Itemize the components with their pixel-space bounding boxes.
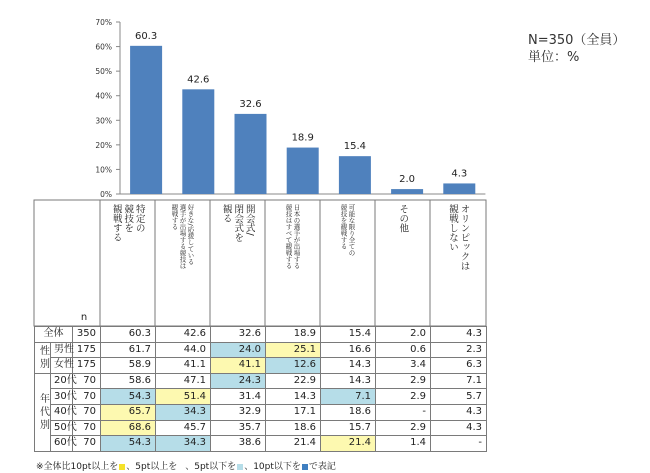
bar: [339, 156, 371, 194]
legend-note: [36, 459, 336, 472]
table-row: [35, 358, 487, 374]
group-label: 性別: [35, 342, 51, 373]
y-tick-label: 20%: [95, 140, 112, 150]
value-cell: 22.9: [266, 373, 321, 389]
data-label: 18.9: [291, 132, 314, 144]
row-label: 60代: [51, 436, 73, 452]
table-row: [35, 436, 487, 452]
value-cell: 4.3: [431, 404, 487, 420]
value-cell: 16.6: [321, 342, 376, 358]
value-cell: 14.3: [321, 373, 376, 389]
bar: [182, 89, 214, 194]
value-cell: -: [376, 404, 431, 420]
value-cell: 3.4: [376, 358, 431, 374]
value-cell: 12.6: [266, 358, 321, 374]
value-cell: -: [431, 436, 487, 452]
value-cell: 24.0: [211, 342, 266, 358]
bar: [443, 183, 475, 194]
table-row: [35, 327, 487, 343]
note-prefix: ※全体比10pt以上を: [36, 462, 119, 472]
data-label: 4.3: [451, 168, 468, 180]
y-tick-label: 10%: [95, 165, 112, 175]
white-square-icon: [178, 464, 184, 470]
value-cell: 5.7: [431, 389, 487, 405]
category-label: 好きな/応援している: [186, 204, 195, 265]
value-cell: 2.9: [376, 389, 431, 405]
n-cell: 70: [73, 373, 101, 389]
note-c: 、10pt以下を: [244, 462, 301, 472]
category-label: 観戦する: [110, 204, 122, 242]
y-tick-label: 0%: [100, 190, 112, 199]
value-cell: 2.3: [431, 342, 487, 358]
value-cell: 65.7: [101, 404, 156, 420]
category-label: 開会式/: [243, 204, 255, 236]
value-cell: 2.9: [376, 420, 431, 436]
value-cell: 18.9: [266, 327, 321, 343]
table-header-frame: [34, 200, 486, 326]
bar: [130, 46, 162, 194]
value-cell: 31.4: [211, 389, 266, 405]
value-cell: 45.7: [156, 420, 211, 436]
category-label: その他: [397, 204, 409, 233]
value-cell: 47.1: [156, 373, 211, 389]
category-label: 競技はすべて観戦する: [284, 204, 293, 269]
value-cell: 18.6: [321, 404, 376, 420]
table-row: [35, 389, 487, 405]
row-label: 女性: [51, 358, 73, 374]
y-tick-label: 30%: [95, 116, 112, 126]
value-cell: 58.6: [101, 373, 156, 389]
y-tick-label: 60%: [95, 42, 112, 52]
value-cell: 17.1: [266, 404, 321, 420]
n-cell: 350: [73, 327, 101, 343]
table-row: [35, 342, 487, 358]
value-cell: 51.4: [156, 389, 211, 405]
value-cell: 2.0: [376, 327, 431, 343]
value-cell: 44.0: [156, 342, 211, 358]
value-cell: 14.3: [266, 389, 321, 405]
n-header: n: [80, 312, 88, 323]
table-row: [35, 404, 487, 420]
category-label: 特定の: [133, 204, 145, 233]
value-cell: 7.1: [431, 373, 487, 389]
unit-label: 単位：%: [528, 50, 580, 65]
value-cell: 2.9: [376, 373, 431, 389]
value-cell: 21.4: [321, 436, 376, 452]
category-label: 観る: [220, 204, 232, 223]
n-cell: 70: [73, 404, 101, 420]
value-cell: 54.3: [101, 436, 156, 452]
value-cell: 34.3: [156, 436, 211, 452]
value-cell: 4.3: [431, 420, 487, 436]
value-cell: 60.3: [101, 327, 156, 343]
category-label: 観戦しない: [447, 204, 458, 252]
value-cell: 15.7: [321, 420, 376, 436]
value-cell: 0.6: [376, 342, 431, 358]
category-label: 競技を観戦する: [339, 204, 348, 250]
row-label: 40代: [51, 404, 73, 420]
note-a: 、5pt以上を: [126, 462, 178, 472]
group-label: 年代別: [35, 373, 51, 451]
category-label: 観戦する: [170, 204, 179, 230]
value-cell: 24.3: [211, 373, 266, 389]
dark-blue-square-icon: [302, 464, 308, 470]
bar: [391, 189, 423, 194]
note-b: 、5pt以下を: [185, 462, 237, 472]
value-cell: 61.7: [101, 342, 156, 358]
row-label: 全体: [35, 327, 73, 343]
value-cell: 21.4: [266, 436, 321, 452]
bar: [287, 148, 319, 194]
table-row: [35, 420, 487, 436]
y-tick-label: 70%: [95, 18, 112, 27]
y-tick-label: 40%: [95, 91, 112, 101]
value-cell: 32.9: [211, 404, 266, 420]
row-label: 20代: [51, 373, 73, 389]
bar: [235, 114, 267, 194]
data-label: 32.6: [239, 98, 262, 110]
value-cell: 58.9: [101, 358, 156, 374]
value-cell: 1.4: [376, 436, 431, 452]
y-tick-label: 50%: [95, 67, 112, 77]
category-label: 選手が出場する競技は: [178, 204, 187, 269]
note-d: で表記: [308, 462, 336, 472]
value-cell: 34.3: [156, 404, 211, 420]
value-cell: 41.1: [211, 358, 266, 374]
row-label: 男性: [51, 342, 73, 358]
value-cell: 15.4: [321, 327, 376, 343]
value-cell: 42.6: [156, 327, 211, 343]
light-blue-square-icon: [237, 464, 243, 470]
n-cell: 70: [73, 436, 101, 452]
value-cell: 38.6: [211, 436, 266, 452]
value-cell: 6.3: [431, 358, 487, 374]
value-cell: 54.3: [101, 389, 156, 405]
category-label: オリンピックは: [458, 204, 470, 271]
category-label: 可能な限り全ての: [347, 204, 356, 256]
n-cell: 70: [73, 420, 101, 436]
row-label: 30代: [51, 389, 73, 405]
data-label: 42.6: [187, 74, 210, 86]
data-label: 15.4: [343, 141, 367, 153]
value-cell: 41.1: [156, 358, 211, 374]
data-label: 2.0: [399, 174, 416, 186]
category-label: 競技を: [122, 204, 134, 233]
n-cell: 70: [73, 389, 101, 405]
row-label: 50代: [51, 420, 73, 436]
value-cell: 14.3: [321, 358, 376, 374]
value-cell: 7.1: [321, 389, 376, 405]
n-cell: 175: [73, 358, 101, 374]
sample-size: N=350（全員）: [528, 33, 626, 48]
value-cell: 18.6: [266, 420, 321, 436]
value-cell: 32.6: [211, 327, 266, 343]
data-table: [34, 326, 487, 452]
table-row: [35, 373, 487, 389]
n-cell: 175: [73, 342, 101, 358]
data-label: 60.3: [134, 30, 158, 42]
value-cell: 25.1: [266, 342, 321, 358]
value-cell: 68.6: [101, 420, 156, 436]
value-cell: 35.7: [211, 420, 266, 436]
category-label: 閉会式を: [232, 204, 244, 242]
category-label: 日本の選手が出場する: [292, 204, 301, 269]
value-cell: 4.3: [431, 327, 487, 343]
yellow-square-icon: [119, 464, 125, 470]
